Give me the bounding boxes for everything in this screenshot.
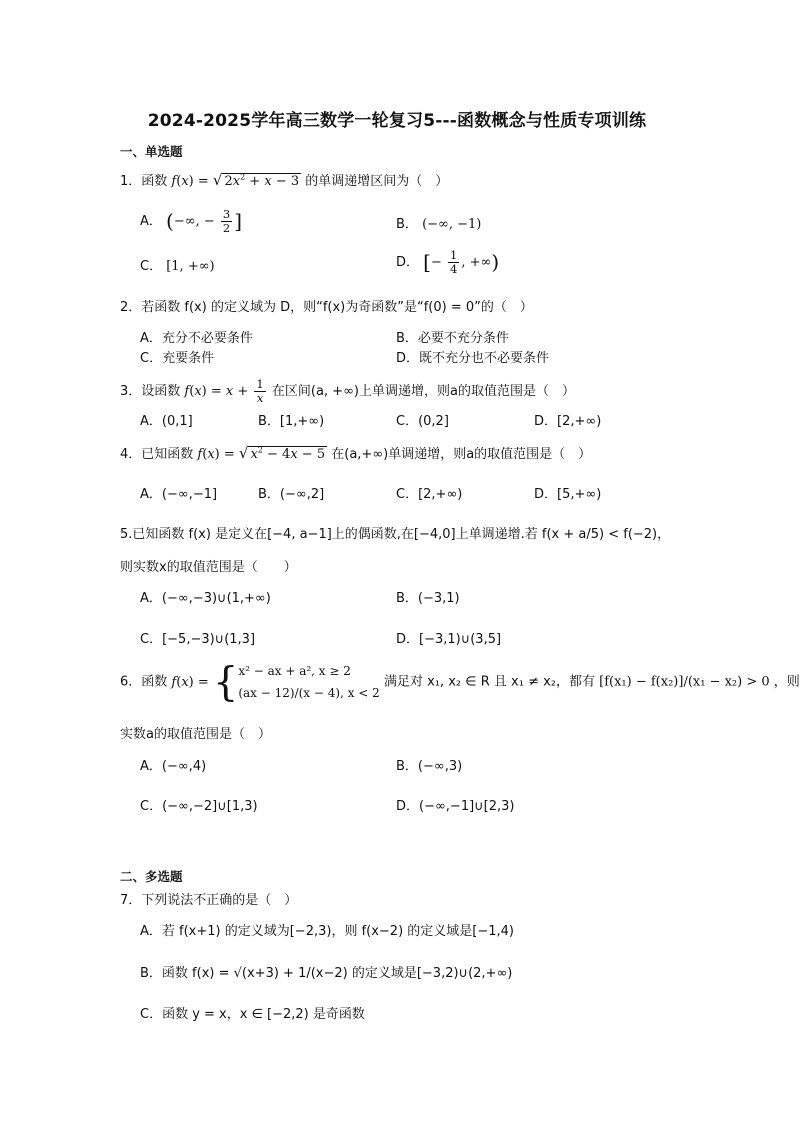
page-title: 2024-2025学年高三数学一轮复习5---函数概念与性质专项训练 xyxy=(147,111,647,131)
question-1-prefix: 1．函数 xyxy=(120,174,168,189)
question-6-mid: 满足对 x₁, x₂ ∈ R 且 x₁ ≠ x₂，都有 xyxy=(383,674,595,690)
question-6-stem xyxy=(120,660,800,704)
question-4-option-c: C．[2,+∞) xyxy=(396,487,463,502)
option-label: C． xyxy=(140,259,163,274)
option-c-formula: [1, +∞) xyxy=(166,259,215,274)
question-5-option-d: D．[−3,1)∪(3,5] xyxy=(396,632,502,647)
question-1-option-c xyxy=(140,255,215,274)
section-heading-single-choice: 一、单选题 xyxy=(120,144,183,159)
option-label: A． xyxy=(140,214,162,229)
question-4-option-d: D．[5,+∞) xyxy=(534,487,602,502)
question-4-option-a: A．(−∞,−1] xyxy=(140,487,218,502)
question-2-stem: 2．若函数 f(x) 的定义域为 D，则“f(x)为奇函数”是“f(0) = 0”的（ ） xyxy=(120,300,533,315)
question-5-stem-line-1: 5.已知函数 f(x) 是定义在[−4, a−1]上的偶函数,在[−4,0]上单调递增.若 f(x + a/5) < f(−2)， xyxy=(120,527,671,542)
question-4-prefix: 4．已知函数 xyxy=(120,447,194,462)
question-5-stem-line-2: 则实数x的取值范围是（ ） xyxy=(120,560,297,575)
question-6-option-b: B．(−∞,3) xyxy=(396,759,463,774)
question-6-option-c: C．(−∞,−2]∪[1,3) xyxy=(140,799,258,814)
option-label: B． xyxy=(396,217,418,232)
question-2-option-d: D．既不充分也不必要条件 xyxy=(396,351,550,366)
question-3-suffix: 在区间(a, +∞)上单调递增，则a的取值范围是（ ） xyxy=(271,384,575,399)
question-5-option-a: A．(−∞,−3)∪(1,+∞) xyxy=(140,591,271,606)
section-heading-multiple-choice: 二、多选题 xyxy=(120,869,183,884)
piece-1: x² − ax + a², x ≥ 2 xyxy=(238,664,351,678)
question-7-stem: 7．下列说法不正确的是（ ） xyxy=(120,893,298,908)
question-7-option-b: B．函数 f(x) = √(x+3) + 1/(x−2) 的定义域是[−3,2)∪(2,+∞) xyxy=(140,966,513,981)
question-7-option-a: A．若 f(x+1) 的定义域为[−2,3)，则 f(x−2) 的定义域是[−1,4) xyxy=(140,924,514,939)
question-4-stem xyxy=(120,443,591,462)
option-d-formula: [− $\frac{1}{4}$ , +∞) xyxy=(423,248,500,276)
question-2-option-c: C．充要条件 xyxy=(140,351,215,366)
question-4-option-b: B．(−∞,2] xyxy=(258,487,325,502)
question-2-option-a: A．充分不必要条件 xyxy=(140,331,253,346)
option-b-formula: (−∞, −1) xyxy=(422,217,482,232)
question-4-formula: f(x) = √ $x^2 - 4x - 5$ xyxy=(197,444,326,462)
question-3-option-b: B．[1,+∞) xyxy=(258,414,325,429)
question-6-piecewise: f(x) = { x² − ax + a², x ≥ 2 (ax − 12)/(x − 4), x < 2 xyxy=(171,659,380,705)
question-1-stem xyxy=(120,170,448,189)
question-6-option-a: A．(−∞,4) xyxy=(140,759,207,774)
question-1-formula: f(x) = √ $2x^2 + x - 3$ xyxy=(171,171,300,189)
piece-2: (ax − 12)/(x − 4), x < 2 xyxy=(238,686,380,700)
question-6-option-d: D．(−∞,−1]∪[2,3) xyxy=(396,799,515,814)
question-6-prefix: 6．函数 xyxy=(120,674,168,690)
question-3-prefix: 3．设函数 xyxy=(120,384,181,399)
question-1-option-a xyxy=(140,208,242,235)
option-label: D． xyxy=(396,255,420,270)
question-3-option-a: A．(0,1] xyxy=(140,414,193,429)
question-1-option-b xyxy=(396,213,481,232)
question-2-option-b: B．必要不充分条件 xyxy=(396,331,509,346)
question-6-condition: [f(x₁) − f(x₂)]/(x₁ − x₂) > 0 xyxy=(599,674,770,690)
question-6-stem-line-2: 实数a的取值范围是（ ） xyxy=(120,727,271,742)
question-6-end: ，则 xyxy=(773,674,800,690)
question-3-stem xyxy=(120,378,575,405)
question-5-option-c: C．[−5,−3)∪(1,3] xyxy=(140,632,256,647)
question-3-option-c: C．(0,2] xyxy=(396,414,449,429)
question-4-suffix: 在(a,+∞)单调递增，则a的取值范围是（ ） xyxy=(331,447,592,462)
question-1-option-d xyxy=(396,249,499,276)
question-5-option-b: B．(−3,1) xyxy=(396,591,460,606)
option-a-formula: (−∞, − $\frac{3}{2}$ ] xyxy=(166,207,243,235)
question-3-formula: f(x) = x + $\frac{1}{x}$ xyxy=(184,377,264,405)
question-1-suffix: 的单调递增区间为（ ） xyxy=(305,174,449,189)
question-3-option-d: D．[2,+∞) xyxy=(534,414,602,429)
question-7-option-c: C．函数 y = x，x ∈ [−2,2) 是奇函数 xyxy=(140,1007,365,1022)
